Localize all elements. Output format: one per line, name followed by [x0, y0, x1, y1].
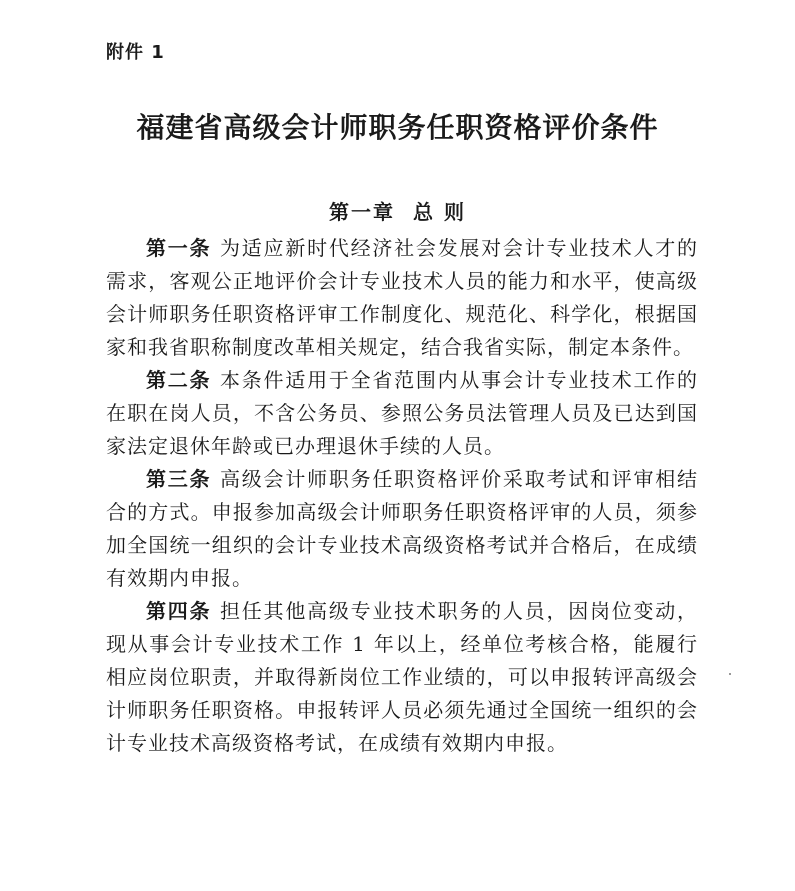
chapter-name: 总 则: [413, 200, 466, 224]
article-1: [106, 232, 698, 364]
article-text: 高级会计师职务任职资格评价采取考试和评审相结合的方式。申报参加高级会计师职务任职资格评审的人员，须参加全国统一组织的会计专业技术高级资格考试并合格后，在成绩有效期内申报。: [106, 467, 699, 590]
scan-speck: [729, 673, 731, 675]
article-2: [106, 364, 698, 463]
chapter-heading: [0, 196, 795, 225]
chapter-number: 第一章: [329, 200, 396, 224]
document-title: 福建省高级会计师职务任职资格评价条件: [136, 111, 659, 144]
article-label: 第三条: [146, 467, 212, 491]
article-label: 第二条: [146, 368, 212, 392]
article-4: [106, 595, 698, 760]
article-label: 第一条: [146, 236, 212, 260]
article-text: 担任其他高级专业技术职务的人员，因岗位变动，现从事会计专业技术工作 1 年以上，经单位考核合格，能履行相应岗位职责，并取得新岗位工作业绩的，可以申报转评高级会计师职务任职资格。申报转评人员必须先通过全国统一组织的会计专业技术高级资格考试，在成绩有效期内申报。: [106, 599, 699, 755]
article-text: 本条件适用于全省范围内从事会计专业技术工作的在职在岗人员，不含公务员、参照公务员法管理人员及已达到国家法定退休年龄或已办理退休手续的人员。: [106, 368, 699, 458]
attachment-label: 附件 1: [106, 42, 165, 63]
article-text: 为适应新时代经济社会发展对会计专业技术人才的需求，客观公正地评价会计专业技术人员的能力和水平，使高级会计师职务任职资格评审工作制度化、规范化、科学化，根据国家和我省职称制度改革相关规定，结合我省实际，制定本条件。: [106, 236, 699, 359]
article-label: 第四条: [146, 599, 212, 623]
article-3: [106, 463, 698, 595]
document-body: [106, 232, 698, 760]
